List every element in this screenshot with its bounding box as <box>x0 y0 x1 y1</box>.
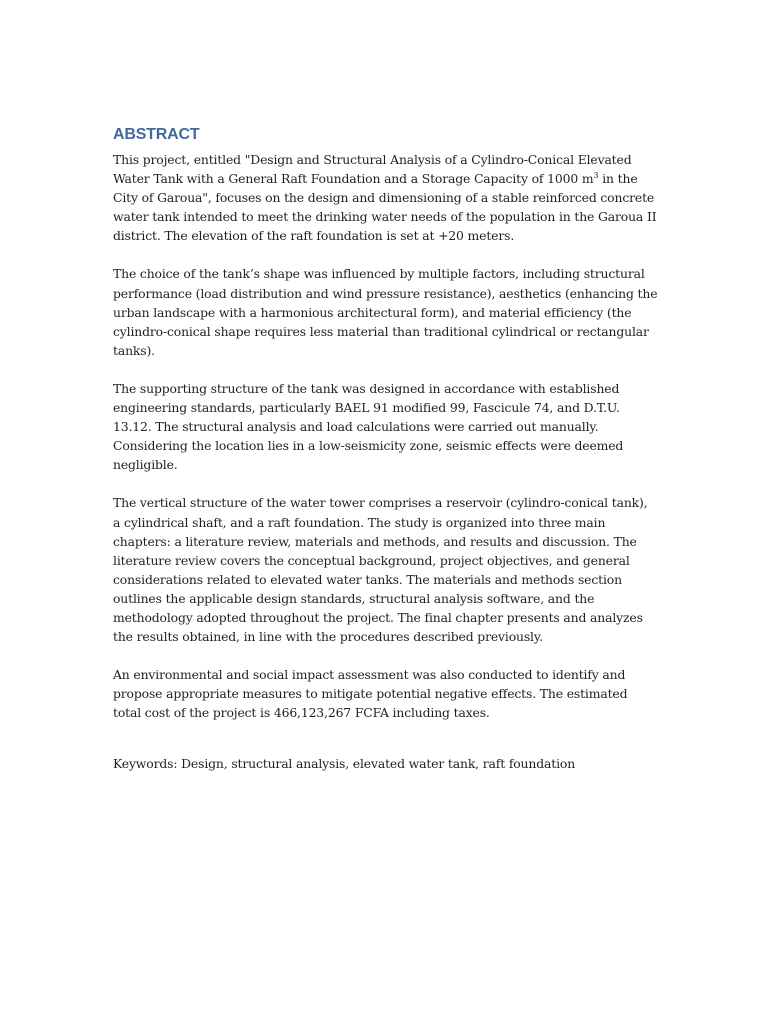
abstract-paragraph-2: The choice of the tank’s shape was influenced by multiple factors, including structural performance (load distribution and wind pressure resistance), aesthetics (enhancing the urban landscape with a harmonious architectural form), and material efficiency (the cylindro-conical shape requires less material than traditional cylindrical or rectangular tanks). <box>113 266 658 358</box>
abstract-paragraph-1 <box>113 150 658 245</box>
keywords-line: Keywords: Design, structural analysis, elevated water tank, raft foundation <box>113 756 576 772</box>
abstract-section <box>113 124 658 774</box>
abstract-paragraph-4: The vertical structure of the water tower comprises a reservoir (cylindro-conical tank), a cylindrical shaft, and a raft foundation. The study is organized into three main chapters: a literature review, materials and methods, and results and discussion. The literature review covers the conceptual background, project objectives, and general considerations related to elevated water tanks. The materials and methods section outlines the applicable design standards, structural analysis software, and the methodology adopted throughout the project. The final chapter presents and analyzes the results obtained, in line with the procedures described previously. <box>113 495 648 645</box>
paragraph-1-text-end: in the City of Garoua", focuses on the design and dimensioning of a stable reinforced concrete water tank intended to meet the drinking water needs of the population in the Garoua II district. The elevation of the raft foundation is set at +20 meters. <box>113 171 657 244</box>
paragraph-1-text-start: This project, entitled "Design and Structural Analysis of a Cylindro-Conical Elevated Water Tank with a General Raft Foundation and a Storage Capacity of 1000 m <box>113 152 632 187</box>
cubic-superscript: 3 <box>593 170 599 180</box>
abstract-heading: ABSTRACT <box>113 126 200 143</box>
abstract-paragraph-5: An environmental and social impact assessment was also conducted to identify and propose appropriate measures to mitigate potential negative effects. The estimated total cost of the project is 466,123,267 FCFA including taxes. <box>113 667 628 721</box>
abstract-paragraph-3: The supporting structure of the tank was designed in accordance with established engineering standards, particularly BAEL 91 modified 99, Fascicule 74, and D.T.U. 13.12. The structural analysis and load calculations were carried out manually. Considering the location lies in a low-seismicity zone, seismic effects were deemed negligible. <box>113 380 624 473</box>
